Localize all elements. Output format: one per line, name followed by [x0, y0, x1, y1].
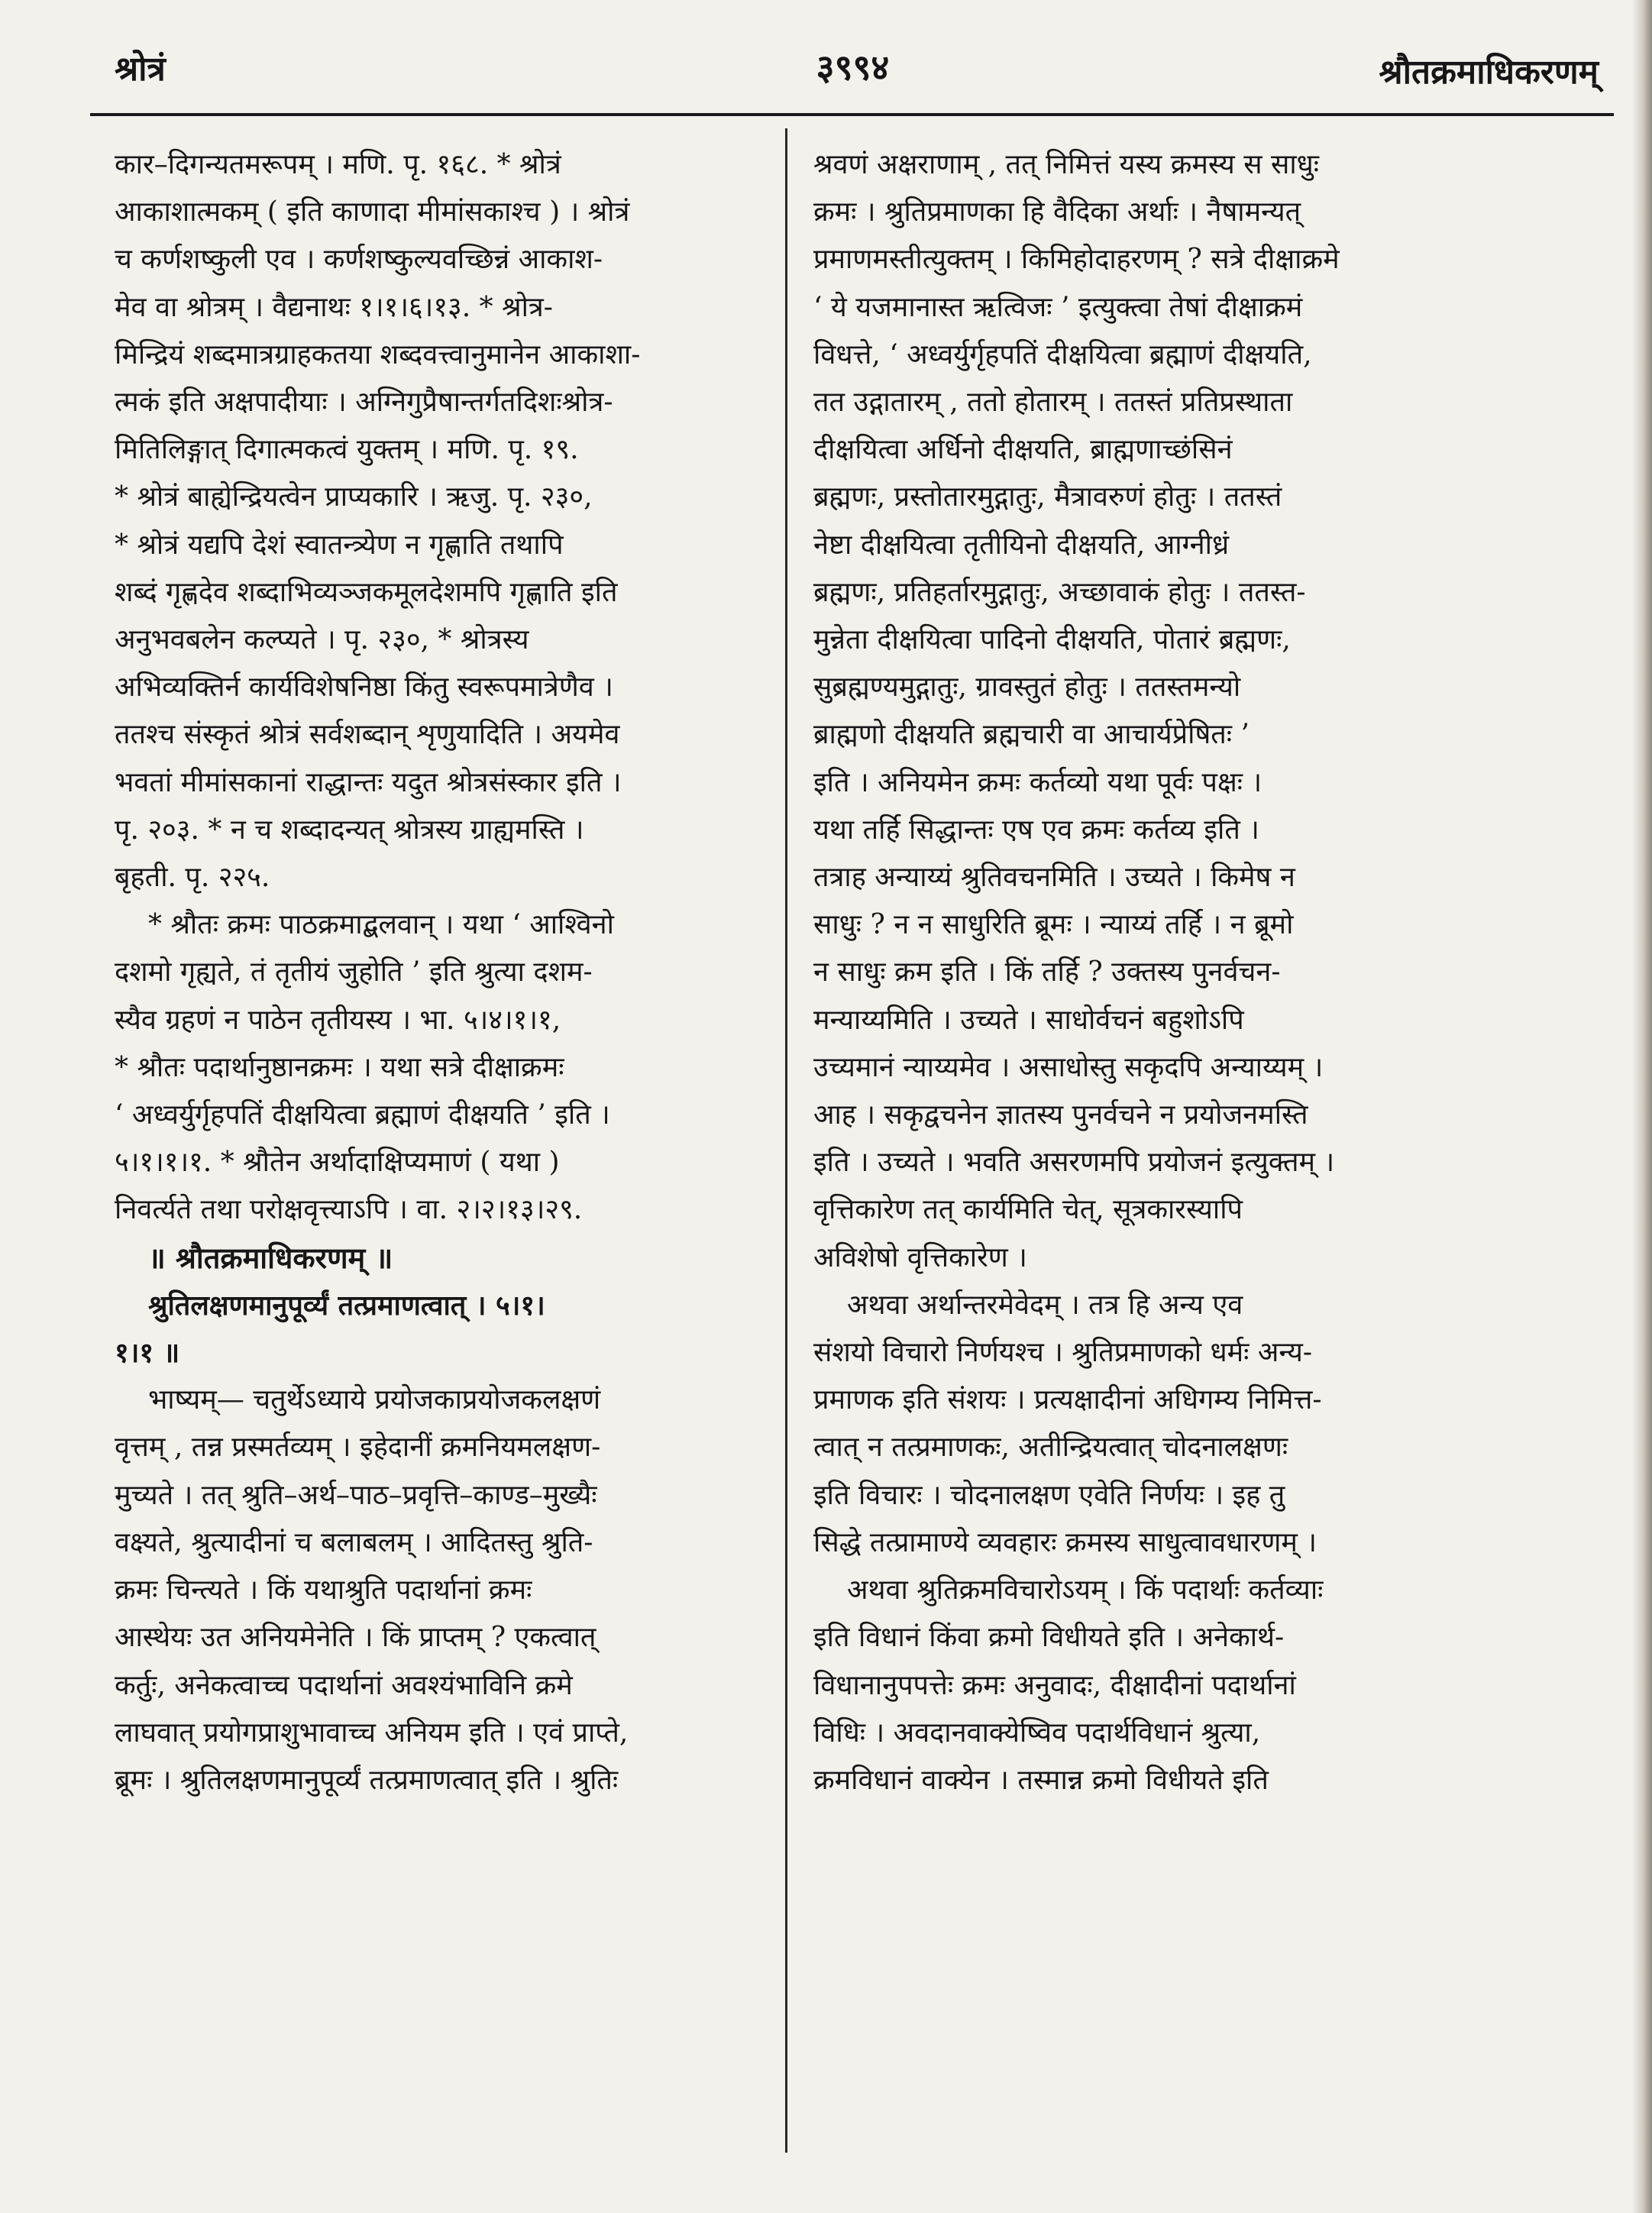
text-line: वक्ष्यते, श्रुत्यादीनां च बलाबलम् । आदितस्तु श्रुति-	[115, 1526, 593, 1558]
text-line: त्वात् न तत्प्रमाणकः, अतीन्द्रियत्वात् चोदनालक्षणः	[813, 1432, 1288, 1464]
page-number: ३९९४	[816, 47, 890, 88]
text-line: ब्रह्मणः, प्रतिहर्तारमुद्गातुः, अच्छावाकं होतुः । ततस्त-	[813, 576, 1306, 608]
text-line: भवतां मीमांसकानां राद्धान्तः यदुत श्रोत्रसंस्कार इति ।	[115, 766, 622, 798]
header-left: श्रोत्रं	[115, 50, 166, 89]
text-line: इति । अनियमेन क्रमः कर्तव्यो यथा पूर्वः पक्षः ।	[813, 766, 1262, 798]
text-line: आस्थेयः उत अनियमेनेति । किं प्राप्तम् ? एकत्वात्	[115, 1622, 596, 1654]
text-line: त्मकं इति अक्षपादीयाः । अग्निगुप्रैषान्तर्गतदिशःश्रोत्र-	[115, 387, 613, 419]
text-line: अनुभवबलेन कल्प्यते । पृ. २३०, * श्रोत्रस्य	[115, 624, 529, 656]
text-line: इति । उच्यते । भवति असरणमपि प्रयोजनं इत्युक्तम् ।	[813, 1147, 1335, 1179]
text-line: सिद्धे तत्प्रामाण्ये व्यवहारः क्रमस्य साधुत्वावधारणम् ।	[813, 1526, 1317, 1558]
sutra-line: श्रुतिलक्षणमानुपूर्व्यं तत्प्रमाणत्वात् । ५।१।	[148, 1289, 545, 1322]
text-line: ततश्च संस्कृतं श्रोत्रं सर्वशब्दान् शृणुयादिति । अयमेव	[115, 719, 620, 751]
text-line: लाघवात् प्रयोगप्राशुभावाच्च अनियम इति । एवं प्राप्ते,	[115, 1716, 629, 1749]
page-header	[107, 37, 1599, 105]
text-line: कर्तुः, अनेकत्वाच्च पदार्थानां अवश्यंभाविनि क्रमे	[115, 1669, 573, 1701]
text-line: ५।१।१।१. * श्रौतेन अर्थादाक्षिप्यमाणं ( यथा )	[115, 1147, 560, 1179]
text-line: पृ. २०३. * न च शब्दादन्यत् श्रोत्रस्य ग्राह्यमस्ति ।	[115, 814, 584, 846]
text-line: इति विचारः । चोदनालक्षण एवेति निर्णयः । इह तु	[813, 1479, 1285, 1511]
text-line: मेव वा श्रोत्रम् । वैद्यनाथः १।१।६।१३. * श्रोत्र-	[115, 291, 553, 323]
text-line: तत्राह अन्याय्यं श्रुतिवचनमिति । उच्यते । किमेष न	[813, 862, 1295, 894]
text-line: * श्रौतः क्रमः पाठक्रमाद्बलवान् । यथा ‘ आश्विनो	[148, 909, 614, 941]
text-line: दशमो गृह्यते, तं तृतीयं जुहोति ’ इति श्रुत्या दशम-	[115, 956, 593, 988]
text-line: कार–दिगन्यतमरूपम् । मणि. पृ. १६८. * श्रोत्रं	[115, 149, 561, 180]
header-right: श्रौतक्रमाधिकरणम्	[1379, 53, 1599, 92]
text-line: संशयो विचारो निर्णयश्च । श्रुतिप्रमाणको धर्मः अन्य-	[813, 1337, 1313, 1369]
text-line: स्यैव ग्रहणं न पाठेन तृतीयस्य । भा. ५।४।१।१,	[115, 1004, 561, 1036]
text-line: * श्रोत्रं बाह्येन्द्रियत्वेन प्राप्यकारि । ऋजु. पृ. २३०,	[115, 481, 593, 513]
text-line: ब्रूमः । श्रुतिलक्षणमानुपूर्व्यं तत्प्रमाणत्वात् इति । श्रुतिः	[115, 1764, 619, 1796]
left-column	[115, 141, 764, 1804]
text-line: * श्रोत्रं यद्यपि देशं स्वातन्त्र्येण न गृह्णाति तथापि	[115, 529, 564, 561]
text-line: ‘ ये यजमानास्त ऋत्विजः ’ इत्युक्त्वा तेषां दीक्षाक्रमं	[813, 291, 1303, 323]
text-line: ‘ अध्वर्युर्गृहपतिं दीक्षयित्वा ब्रह्माणं दीक्षयति ’ इति ।	[115, 1099, 610, 1131]
text-line: दीक्षयित्वा अर्धिनो दीक्षयति, ब्राह्मणाच्छंसिनं	[813, 434, 1233, 466]
text-line: ब्राह्मणो दीक्षयति ब्रह्मचारी वा आचार्यप्रेषितः ’	[813, 719, 1250, 751]
text-line: भाष्यम्— चतुर्थेऽध्याये प्रयोजकाप्रयोजकलक्षणं	[148, 1384, 601, 1416]
text-line: सुब्रह्मण्यमुद्गातुः, ग्रावस्तुतं होतुः । ततस्तमन्यो	[813, 671, 1241, 704]
text-line: * श्रौतः पदार्थानुष्ठानक्रमः । यथा सत्रे दीक्षाक्रमः	[115, 1051, 564, 1083]
text-line: श्रवणं अक्षराणाम् , तत् निमित्तं यस्य क्रमस्य स साधुः	[813, 149, 1320, 180]
text-line: विधिः । अवदानवाक्येष्विव पदार्थविधानं श्रुत्या,	[813, 1716, 1261, 1749]
text-line: प्रमाणक इति संशयः । प्रत्यक्षादीनां अधिगम्य निमित्त-	[813, 1384, 1322, 1416]
text-line: विधानानुपपत्तेः क्रमः अनुवादः, दीक्षादीनां पदार्थानां	[813, 1669, 1296, 1701]
text-line: मन्याय्यमिति । उच्यते । साधोर्वचनं बहुशोऽपि	[813, 1004, 1244, 1036]
text-line: आकाशात्मकम् ( इति काणादा मीमांसकाश्च ) । श्रोत्रं	[115, 196, 630, 228]
text-line: मिन्द्रियं शब्दमात्रग्राहकतया शब्दवत्त्वानुमानेन आकाशा-	[115, 338, 641, 370]
text-line: बृहती. पृ. २२५.	[115, 862, 270, 894]
sutra-line: १।१ ॥	[115, 1337, 180, 1370]
text-line: अविशेषो वृत्तिकारेण ।	[813, 1241, 1027, 1273]
scan-edge-shadow	[1632, 0, 1652, 2213]
text-line: इति विधानं किंवा क्रमो विधीयते इति । अनेकार्थ-	[813, 1622, 1285, 1654]
text-line: साधुः ? न न साधुरिति ब्रूमः । न्याय्यं तर्हि । न ब्रूमो	[813, 909, 1294, 941]
text-line: क्रमः । श्रुतिप्रमाणका हि वैदिका अर्थाः । नैषामन्यत्	[813, 196, 1301, 228]
text-line: यथा तर्हि सिद्धान्तः एष एव क्रमः कर्तव्य इति ।	[813, 814, 1259, 846]
right-column	[813, 141, 1466, 1804]
text-line: च कर्णशष्कुली एव । कर्णशष्कुल्यवच्छिन्नं आकाश-	[115, 244, 603, 276]
text-line: नेष्टा दीक्षयित्वा तृतीयिनो दीक्षयति, आग्नीध्रं	[813, 529, 1230, 561]
column-divider	[785, 128, 787, 2153]
text-line: मुच्यते । तत् श्रुति–अर्थ–पाठ–प्रवृत्ति–काण्ड–मुख्यैः	[115, 1479, 597, 1511]
header-rule	[90, 113, 1614, 116]
text-line: अथवा श्रुतिक्रमविचारोऽयम् । किं पदार्थाः कर्तव्याः	[847, 1574, 1324, 1606]
text-line: आह । सकृद्वचनेन ज्ञातस्य पुनर्वचने न प्रयोजनमस्ति	[813, 1099, 1308, 1131]
text-line: वृत्तम् , तन्न प्रस्मर्तव्यम् । इहेदानीं क्रमनियमलक्षण-	[115, 1432, 601, 1464]
text-line: प्रमाणमस्तीत्युक्तम् । किमिहोदाहरणम् ? सत्रे दीक्षाक्रमे	[813, 244, 1340, 276]
text-line: मितिलिङ्गात् दिगात्मकत्वं युक्तम् । मणि. पृ. १९.	[115, 434, 579, 466]
text-line: वृत्तिकारेण तत् कार्यमिति चेत्, सूत्रकारस्यापि	[813, 1194, 1243, 1226]
text-line: क्रमः चिन्त्यते । किं यथाश्रुति पदार्थानां क्रमः	[115, 1574, 532, 1606]
text-line: न साधुः क्रम इति । किं तर्हि ? उक्तस्य पुनर्वचन-	[813, 956, 1281, 988]
section-title: ॥ श्रौतक्रमाधिकरणम् ॥	[148, 1240, 393, 1275]
text-line: अथवा अर्थान्तरमेवेदम् । तत्र हि अन्य एव	[847, 1289, 1243, 1321]
text-line: मुन्नेता दीक्षयित्वा पादिनो दीक्षयति, पोतारं ब्रह्मणः,	[813, 624, 1291, 656]
text-line: अभिव्यक्तिर्न कार्यविशेषनिष्ठा किंतु स्वरूपमात्रेणैव ।	[115, 671, 613, 704]
text-line: निवर्त्यते तथा परोक्षवृत्त्याऽपि । वा. २।२।१३।२९.	[115, 1194, 583, 1226]
text-line: क्रमविधानं वाक्येन । तस्मान्न क्रमो विधीयते इति	[813, 1764, 1269, 1796]
text-line: शब्दं गृह्णदेव शब्दाभिव्यञ्जकमूलदेशमपि गृह्णाति इति	[115, 576, 618, 608]
text-line: ब्रह्मणः, प्रस्तोतारमुद्गातुः, मैत्रावरुणं होतुः । ततस्तं	[813, 481, 1282, 513]
text-line: तत उद्गातारम् , ततो होतारम् । ततस्तं प्रतिप्रस्थाता	[813, 387, 1293, 419]
text-line: उच्यमानं न्याय्यमेव । असाधोस्तु सकृदपि अन्याय्यम् ।	[813, 1051, 1324, 1083]
text-line: विधत्ते, ‘ अध्वर्युर्गृहपतिं दीक्षयित्वा ब्रह्माणं दीक्षयति,	[813, 338, 1312, 370]
